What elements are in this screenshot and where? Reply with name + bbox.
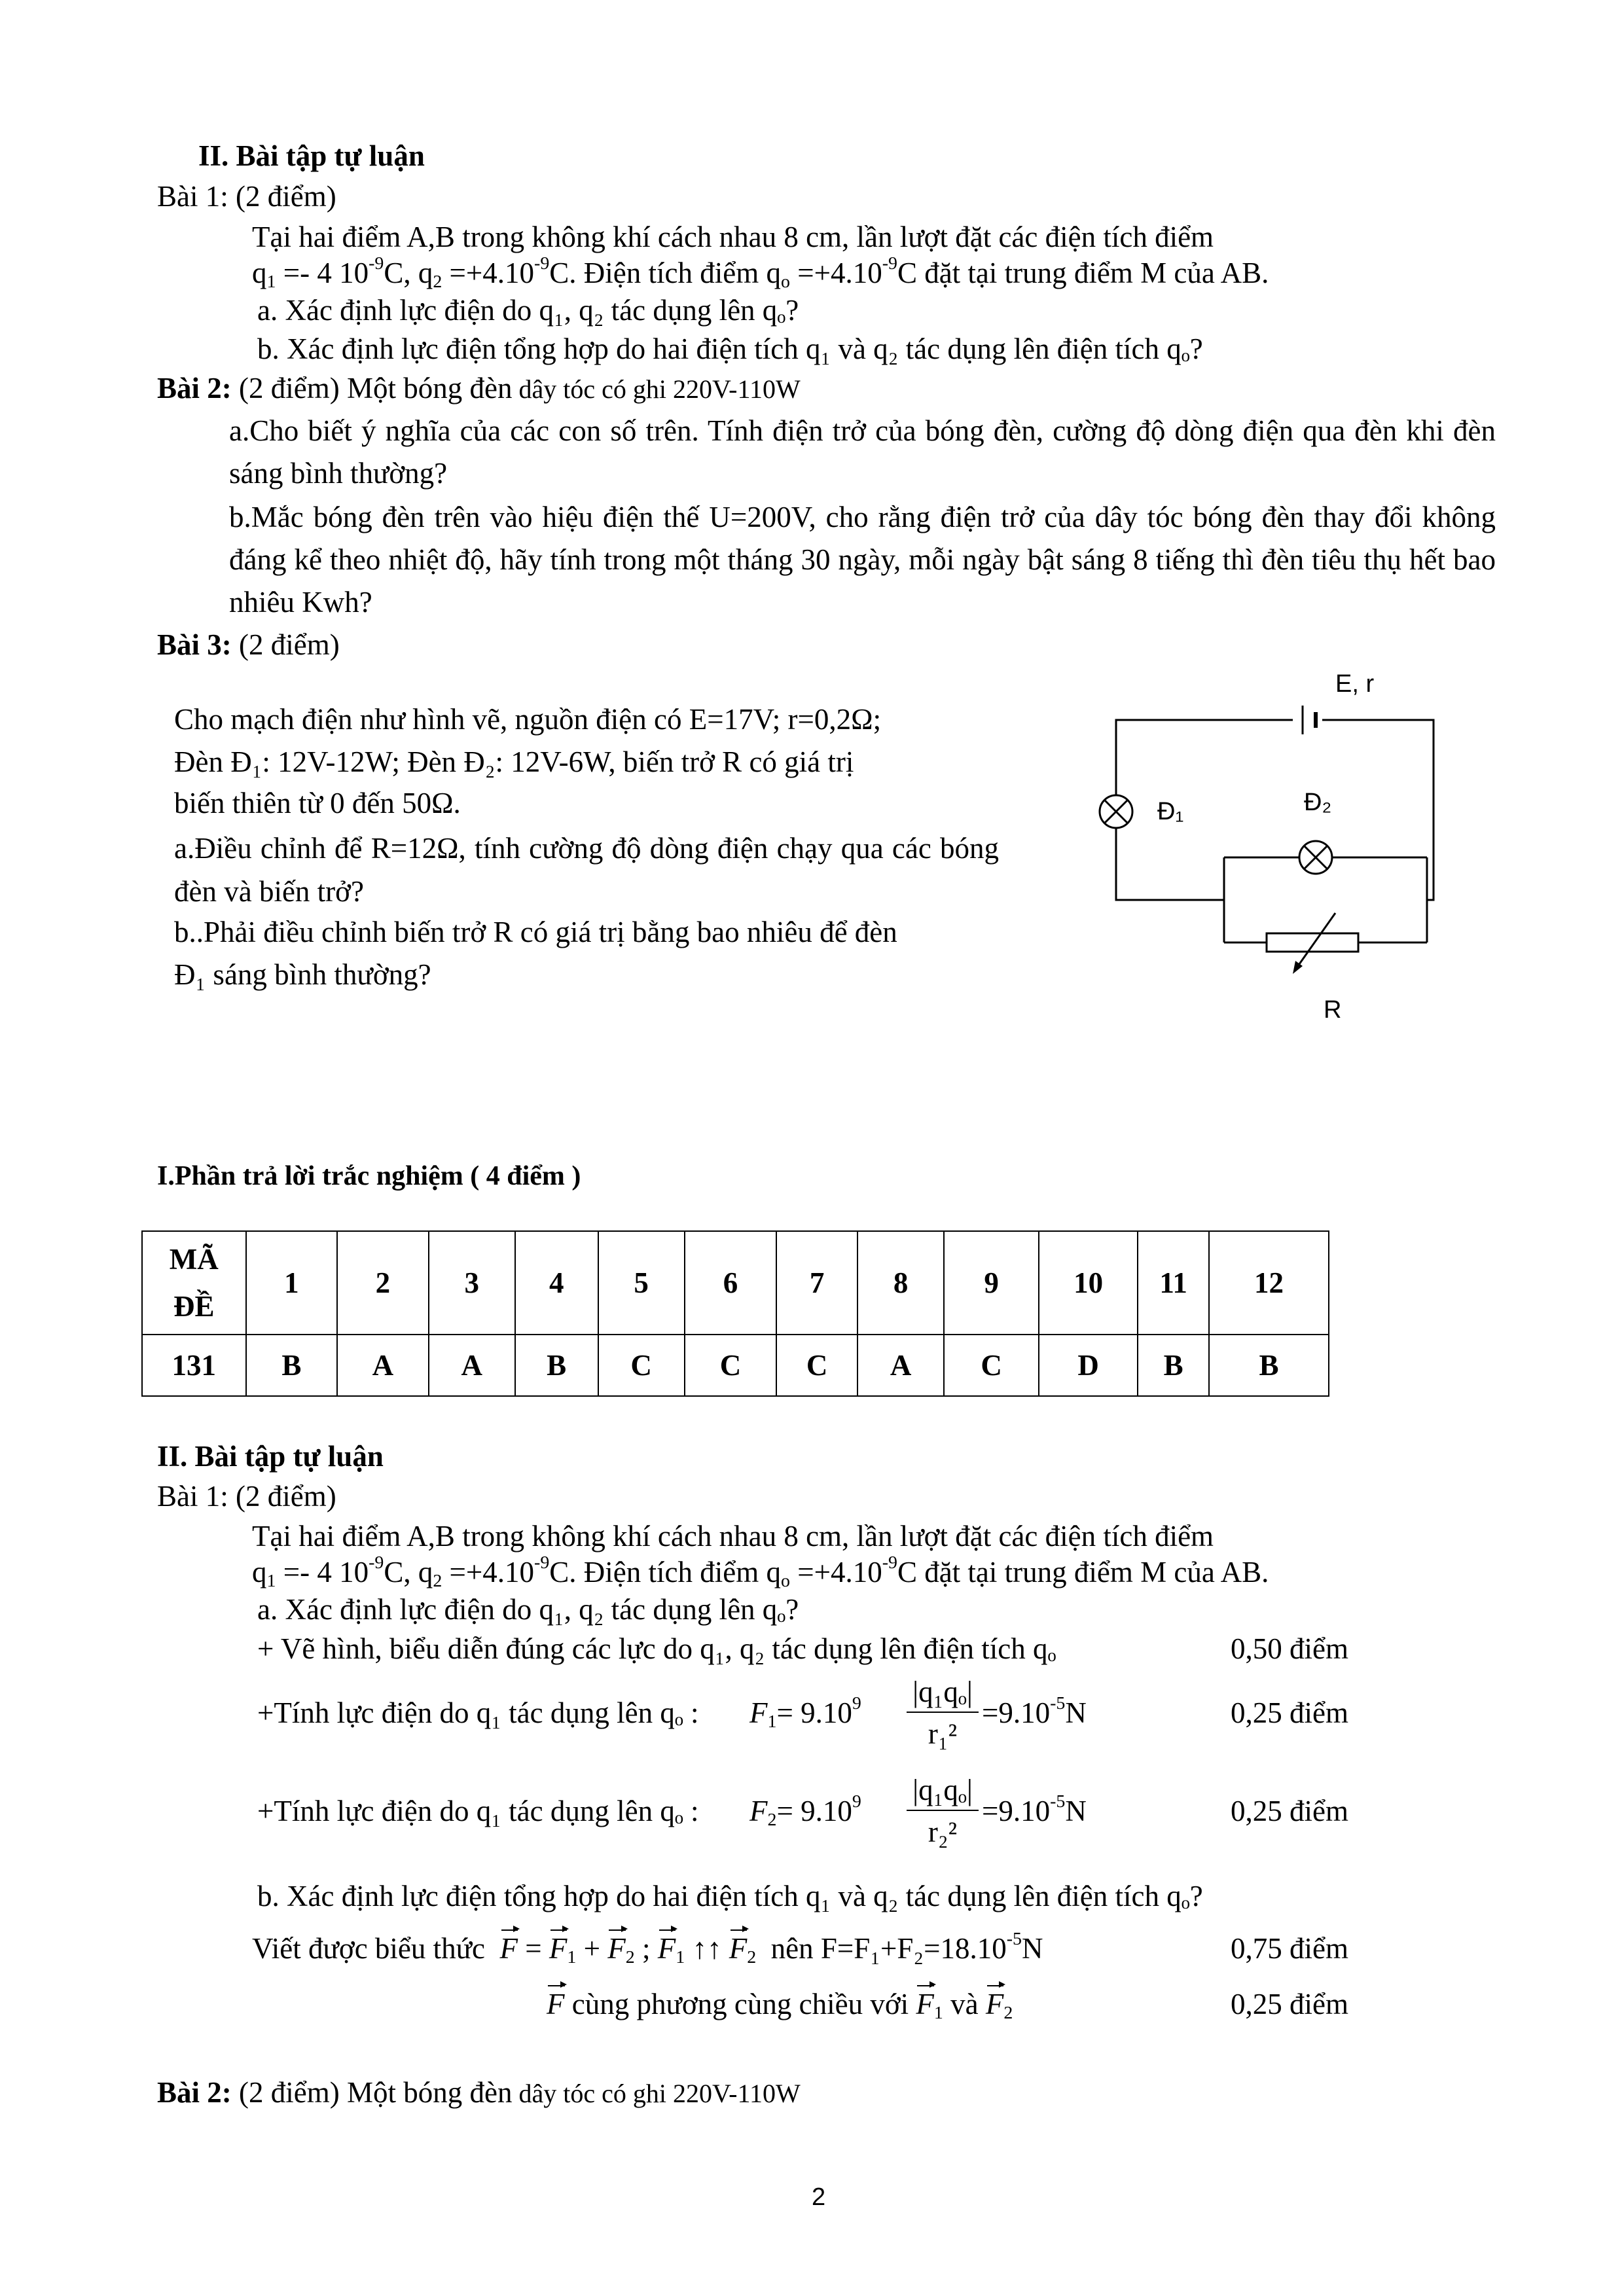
bai3-heading: Bài 3: (2 điểm) (157, 628, 340, 661)
answer-cell: A (337, 1335, 429, 1396)
r-label: R (1324, 996, 1342, 1024)
step5-score: 0,25 điểm (1231, 1988, 1348, 2020)
answer-cell: C (598, 1335, 685, 1396)
answer-cell: D (1039, 1335, 1138, 1396)
section2-b: b. Xác định lực điện tổng hợp do hai điện tích q₁ và q₂ tác dụng lên điện tích qₒ? (257, 1880, 1203, 1912)
f1-fraction-bar (907, 1712, 979, 1713)
question-number: 3 (429, 1231, 515, 1335)
bai1-line2: $q_1 =- 4$ $10^{-9}C$, $q_2 =+4.10^{-9}C$. Điện tích điểm $q_o =+4.10^{-9}C$ đặt tại trung điểm M của AB. (252, 253, 1269, 292)
answer-cell: C (776, 1335, 857, 1396)
section2-bai2-heading: Bài 2: (2 điểm) Một bóng đèn dây tóc có ghi 220V-110W (157, 2076, 801, 2109)
bai1-line1: Tại hai điểm A,B trong không khí cách nhau 8 cm, lần lượt đặt các điện tích điểm (252, 221, 1214, 253)
bai3-a: a.Điều chỉnh để R=12Ω, tính cường độ dòng điện chạy qua các bóng đèn và biến trở? (174, 832, 999, 908)
lamp-d2-icon (1299, 841, 1332, 874)
circuit-wire-top-left (1116, 720, 1293, 795)
bai3-line2: Đèn Đ₁: 12V-12W; Đèn Đ₂: 12V-6W, biến trở R có giá trị (174, 745, 854, 778)
circuit-diagram (0, 0, 1624, 1113)
answer-cell: A (429, 1335, 515, 1396)
bai1-b: b. Xác định lực điện tổng hợp do hai điện tích q₁ và q₂ tác dụng lên điện tích qₒ? (257, 332, 1203, 365)
question-number: 7 (776, 1231, 857, 1335)
f1-result: $=9.10^{-5}N$ (982, 1693, 1087, 1729)
formula-f1: $F_1= 9.10^9$ (749, 1693, 861, 1732)
f2-denominator: r₂² (928, 1816, 958, 1848)
answer-cell: B (1209, 1335, 1329, 1396)
section2-bai1-label: Bài 1: (2 điểm) (157, 1480, 336, 1513)
circuit-wire-top-right (1322, 720, 1434, 900)
answer-cell: B (515, 1335, 598, 1396)
question-number: 9 (944, 1231, 1039, 1335)
bai3-b-line2: Đ₁ sáng bình thường? (174, 958, 431, 991)
bai2-a: a.Cho biết ý nghĩa của các con số trên. Tính điện trở của bóng đèn, cường độ dòng điện qua đèn khi đèn sáng bình thường? (229, 414, 1496, 490)
code-header: MÃ ĐỀ (142, 1231, 246, 1335)
answer-cell: B (1138, 1335, 1209, 1396)
step3-score: 0,25 điểm (1231, 1795, 1348, 1827)
question-number: 12 (1209, 1231, 1329, 1335)
circuit-wire-left (1116, 828, 1224, 900)
section-title: II. Bài tập tự luận (198, 139, 425, 172)
lamp-d1-icon (1100, 795, 1132, 828)
step4: Viết được biểu thức $F = F_1 + F_2$ ; $F_1$ ↑↑ $F_2$ nên $F=F_1+F_2=18.10^{-5}N$ (252, 1929, 1043, 1967)
bai2-b: b.Mắc bóng đèn trên vào hiệu điện thế U=200V, cho rằng điện trở của dây tóc bóng đèn thay đổi không đáng kể theo nhiệt độ, hãy tính trong một tháng 30 ngày, mỗi ngày bật sáng 8 tiếng thì đèn tiêu thụ hết bao nhiêu Kwh? (229, 501, 1496, 619)
answer-row (142, 1335, 1329, 1396)
f2-numerator: |q₁qₒ| (912, 1774, 973, 1806)
answer-header-row (142, 1231, 1329, 1335)
step4-score: 0,75 điểm (1231, 1932, 1348, 1965)
rheostat-body (1267, 933, 1358, 952)
step1-score: 0,50 điểm (1231, 1632, 1348, 1665)
d2-label: Đ₂ (1304, 789, 1332, 816)
section2-line2: $q_1 =- 4$ $10^{-9}C$, $q_2 =+4.10^{-9}C$. Điện tích điểm $q_o =+4.10^{-9}C$ đặt tại trung điểm M của AB. (252, 1552, 1269, 1591)
answer-cell: B (246, 1335, 338, 1396)
bai3-line1: Cho mạch điện như hình vẽ, nguồn điện có E=17V; r=0,2Ω; (174, 703, 882, 736)
bai2-heading: Bài 2: (2 điểm) Một bóng đèn dây tóc có ghi 220V-110W (157, 372, 801, 404)
question-number: 11 (1138, 1231, 1209, 1335)
page-number: 2 (812, 2183, 826, 2211)
question-number: 1 (246, 1231, 338, 1335)
formula-f2: $F_2= 9.10^9$ (749, 1791, 861, 1830)
section2-title: II. Bài tập tự luận (157, 1440, 384, 1473)
f1-numerator: |q₁qₒ| (912, 1676, 973, 1708)
question-number: 4 (515, 1231, 598, 1335)
question-number: 5 (598, 1231, 685, 1335)
section2-line1: Tại hai điểm A,B trong không khí cách nhau 8 cm, lần lượt đặt các điện tích điểm (252, 1520, 1214, 1552)
step3: +Tính lực điện do q₁ tác dụng lên qₒ : (257, 1795, 699, 1827)
bai1-label: Bài 1: (2 điểm) (157, 180, 336, 213)
step5: F cùng phương cùng chiều với $F_1$ và $F_2$ (547, 1988, 1013, 2023)
step2-score: 0,25 điểm (1231, 1696, 1348, 1729)
question-number: 10 (1039, 1231, 1138, 1335)
f2-result: $=9.10^{-5}N$ (982, 1791, 1087, 1827)
bai3-line3: biến thiên từ 0 đến 50Ω. (174, 787, 461, 819)
f1-denominator: r₁² (928, 1717, 958, 1750)
source-label: E, r (1335, 670, 1375, 698)
exam-code: 131 (142, 1335, 246, 1396)
f2-fraction-bar (907, 1810, 979, 1811)
section2-a: a. Xác định lực điện do q₁, q₂ tác dụng lên qₒ? (257, 1593, 799, 1626)
answer-cell: A (857, 1335, 944, 1396)
question-number: 2 (337, 1231, 429, 1335)
question-number: 6 (685, 1231, 777, 1335)
answer-table (141, 1230, 1329, 1397)
answers-title: I.Phần trả lời trắc nghiệm ( 4 điểm ) (157, 1161, 581, 1191)
step2: +Tính lực điện do q₁ tác dụng lên qₒ : (257, 1696, 699, 1729)
d1-label: Đ₁ (1157, 798, 1184, 825)
question-number: 8 (857, 1231, 944, 1335)
step1: + Vẽ hình, biểu diễn đúng các lực do q₁, q₂ tác dụng lên điện tích qₒ (257, 1632, 1056, 1665)
answer-cell: C (944, 1335, 1039, 1396)
answer-cell: C (685, 1335, 777, 1396)
bai3-b-line1: b..Phải điều chỉnh biến trở R có giá trị bằng bao nhiêu để đèn (174, 916, 897, 948)
bai1-a: a. Xác định lực điện do q₁, q₂ tác dụng lên qₒ? (257, 294, 799, 327)
